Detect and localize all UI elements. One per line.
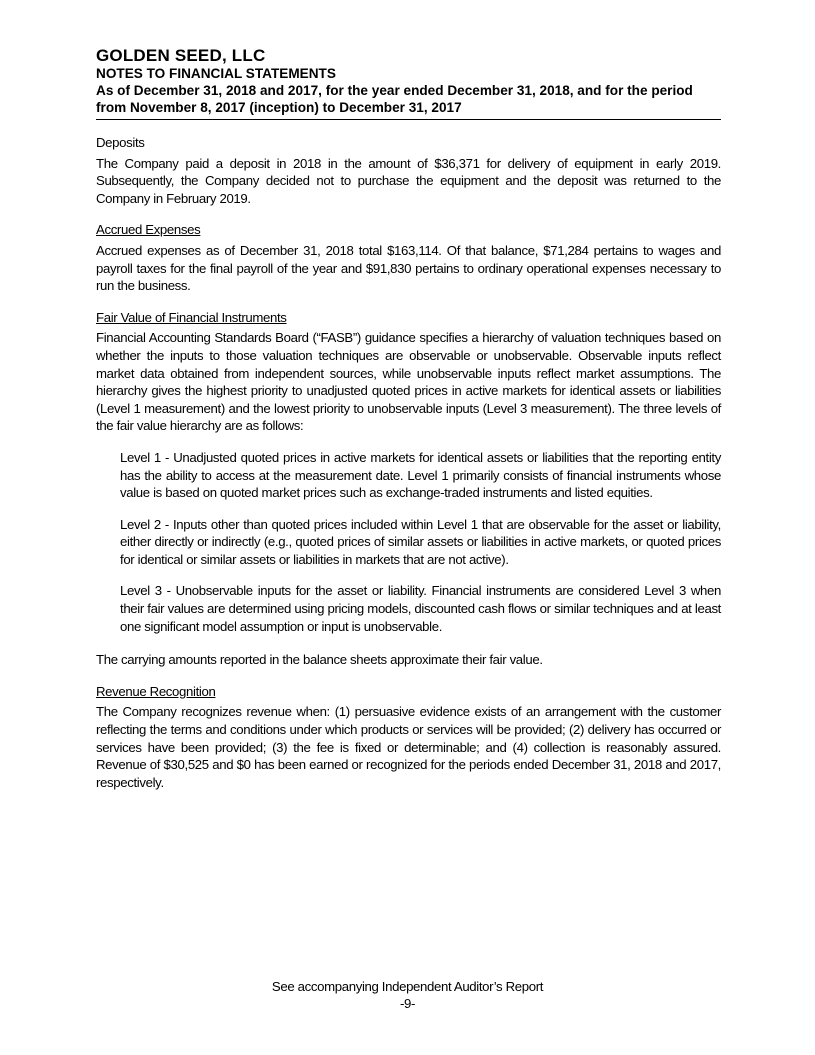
deposits-heading: Deposits	[96, 135, 145, 150]
revenue-recognition-heading: Revenue Recognition	[96, 683, 216, 699]
accrued-expenses-paragraph: Accrued expenses as of December 31, 2018 total $163,114. Of that balance, $71,284 pertains to wages and payroll taxes for the final payroll of the year and $91,830 pertains to ordinary operational expenses necessary to run the business.	[96, 242, 721, 294]
revenue-recognition-paragraph: The Company recognizes revenue when: (1) persuasive evidence exists of an arrangement with the customer reflecting the terms and conditions under which products or services will be provided; (2) delivery has occurred or services have been provided; (3) the fee is fixed or determinable; and (4) collection is reasonably assured. Revenue of $30,525 and $0 has been earned or recognized for the periods ended December 31, 2018 and 2017, respectively.	[96, 704, 721, 790]
level-1-paragraph: Level 1 - Unadjusted quoted prices in active markets for identical assets or liabilities that the reporting entity has the ability to access at the measurement date. Level 1 primarily consists of financial instruments whose value is based on quoted market prices such as exchange-traded instruments and listed equities.	[120, 449, 721, 501]
notes-body	[96, 134, 721, 791]
accrued-expenses-heading: Accrued Expenses	[96, 222, 201, 238]
company-name: GOLDEN SEED, LLC	[96, 46, 266, 65]
period-line-1: As of December 31, 2018 and 2017, for the year ended December 31, 2018, and for the period	[96, 83, 693, 98]
auditor-report-note: See accompanying Independent Auditor’s Report	[271, 979, 544, 994]
fair-value-paragraph: Financial Accounting Standards Board (“FASB”) guidance specifies a hierarchy of valuation techniques based on whether the inputs to those valuation techniques are observable or unobservable. Observable inputs reflect market data obtained from independent sources, while unobservable inputs reflect market assumptions. The hierarchy gives the highest priority to unadjusted quoted prices in active markets for identical assets or liabilities (Level 1 measurement) and the lowest priority to unobservable inputs (Level 3 measurement). The three levels of the fair value hierarchy are as follows:	[96, 330, 721, 434]
deposits-paragraph: The Company paid a deposit in 2018 in the amount of $36,371 for delivery of equipment in early 2019. Subsequently, the Company decided not to purchase the equipment and the deposit was returned to the Company in February 2019.	[96, 155, 721, 206]
fair-value-closing: The carrying amounts reported in the balance sheets approximate their fair value.	[96, 652, 543, 668]
document-page	[96, 46, 721, 791]
level-2-paragraph: Level 2 - Inputs other than quoted prices included within Level 1 that are observable for the asset or liability, either directly or indirectly (e.g., quoted prices of similar assets or liabilities in active markets, or quoted prices for identical or similar assets or liabilities in markets that are not active).	[120, 516, 721, 567]
page-footer	[0, 978, 815, 1012]
header-divider	[96, 119, 721, 120]
statement-title: NOTES TO FINANCIAL STATEMENTS	[96, 66, 336, 81]
fair-value-heading: Fair Value of Financial Instruments	[96, 309, 287, 325]
report-header	[96, 46, 721, 120]
period-line-2: from November 8, 2017 (inception) to December 31, 2017	[96, 100, 462, 115]
page-number: -9-	[399, 996, 416, 1011]
level-3-paragraph: Level 3 - Unobservable inputs for the asset or liability. Financial instruments are considered Level 3 when their fair values are determined using pricing models, discounted cash flows or similar techniques and at least one significant model assumption or input is unobservable.	[120, 583, 721, 634]
